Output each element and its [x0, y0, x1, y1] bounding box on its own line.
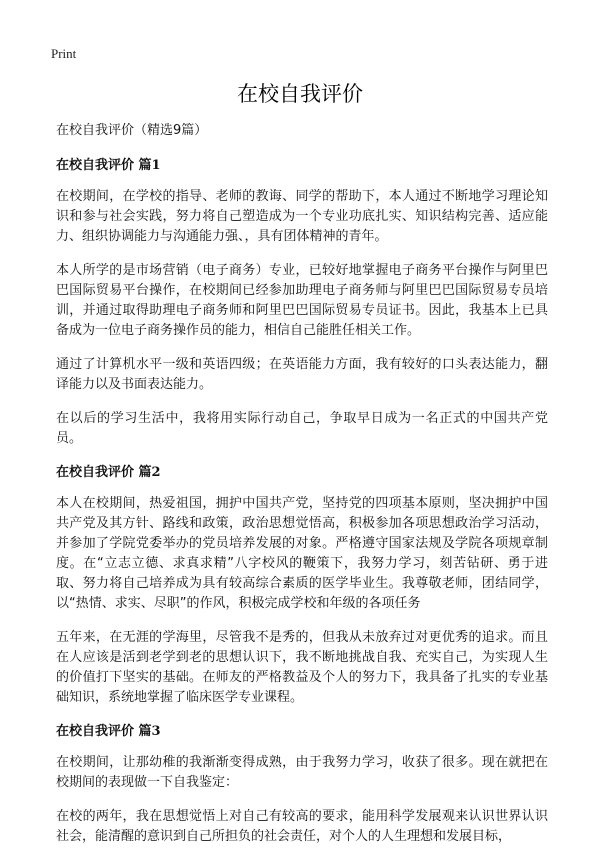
section-heading: 在校自我评价 篇1 [56, 158, 161, 173]
page-title: 在校自我评价 [237, 82, 363, 106]
section-1 [56, 156, 548, 449]
section-heading: 在校自我评价 篇2 [56, 465, 161, 480]
section-2 [56, 463, 548, 708]
paragraph: 在校的两年，我在思想觉悟上对自己有较高的要求，能用科学发展观来认识世界认识社会，能清醒的意识到自己所担负的社会责任，对个人的人生理想和发展目标， [56, 809, 548, 844]
paragraph: 本人所学的是市场营销（电子商务）专业，已较好地掌握电子商务平台操作与阿里巴巴国际贸易平台操作，在校期间已经参加助理电子商务师与阿里巴巴国际贸易专员培训，并通过取得助理电子商务师和阿里巴巴国际贸易专员证书。因此，我基本上已具备成为一位电子商务操作员的能力，相信自己能胜任相关工作。 [56, 263, 548, 338]
document-subtitle: 在校自我评价（精选9篇） [56, 123, 208, 138]
document-body [56, 121, 548, 861]
paragraph: 在校期间，让那幼稚的我渐渐变得成熟，由于我努力学习，收获了很多。现在就把在校期间的表现做一下自我鉴定： [56, 755, 548, 790]
print-link[interactable]: Print [51, 46, 77, 61]
section-heading: 在校自我评价 篇3 [56, 724, 161, 739]
paragraph: 在以后的学习生活中，我将用实际行动自己，争取早日成为一名正式的中国共产党员。 [56, 411, 548, 446]
paragraph: 本人在校期间，热爱祖国，拥护中国共产党，坚持党的四项基本原则，坚决拥护中国共产党及其方针、路线和政策，政治思想觉悟高，积极参加各项思想政治学习活动，并参加了学院党委举办的党员培养发展的对象。严格遵守国家法规及学院各项规章制度。在“立志立德、求真求精”八字校风的鞭策下，我努力学习，刻苦钻研、勇于进取、努力将自己培养成为具有较高综合素质的医学毕业生。我尊敬老师，团结同学，以“热情、求实、尽职”的作风，积极完成学校和年级的各项任务 [56, 496, 548, 611]
paragraph: 五年来，在无涯的学海里，尽管我不是秀的，但我从未放弃过对更优秀的追求。而且在人应该是活到老学到老的思想认识下，我不断地挑战自我、充实自己，为实现人生的价值打下坚实的基础。在师友的严格教益及个人的努力下，我具备了扎实的专业基础知识，系统地掌握了临床医学专业课程。 [56, 630, 548, 705]
paragraph: 在校期间，在学校的指导、老师的教诲、同学的帮助下，本人通过不断地学习理论知识和参与社会实践，努力将自己塑造成为一个专业功底扎实、知识结构完善、适应能力、组织协调能力与沟通能力强、，具有团体精神的青年。 [56, 189, 548, 244]
paragraph: 通过了计算机水平一级和英语四级；在英语能力方面，我有较好的口头表达能力，翻译能力以及书面表达能力。 [56, 357, 548, 392]
section-3 [56, 722, 548, 847]
